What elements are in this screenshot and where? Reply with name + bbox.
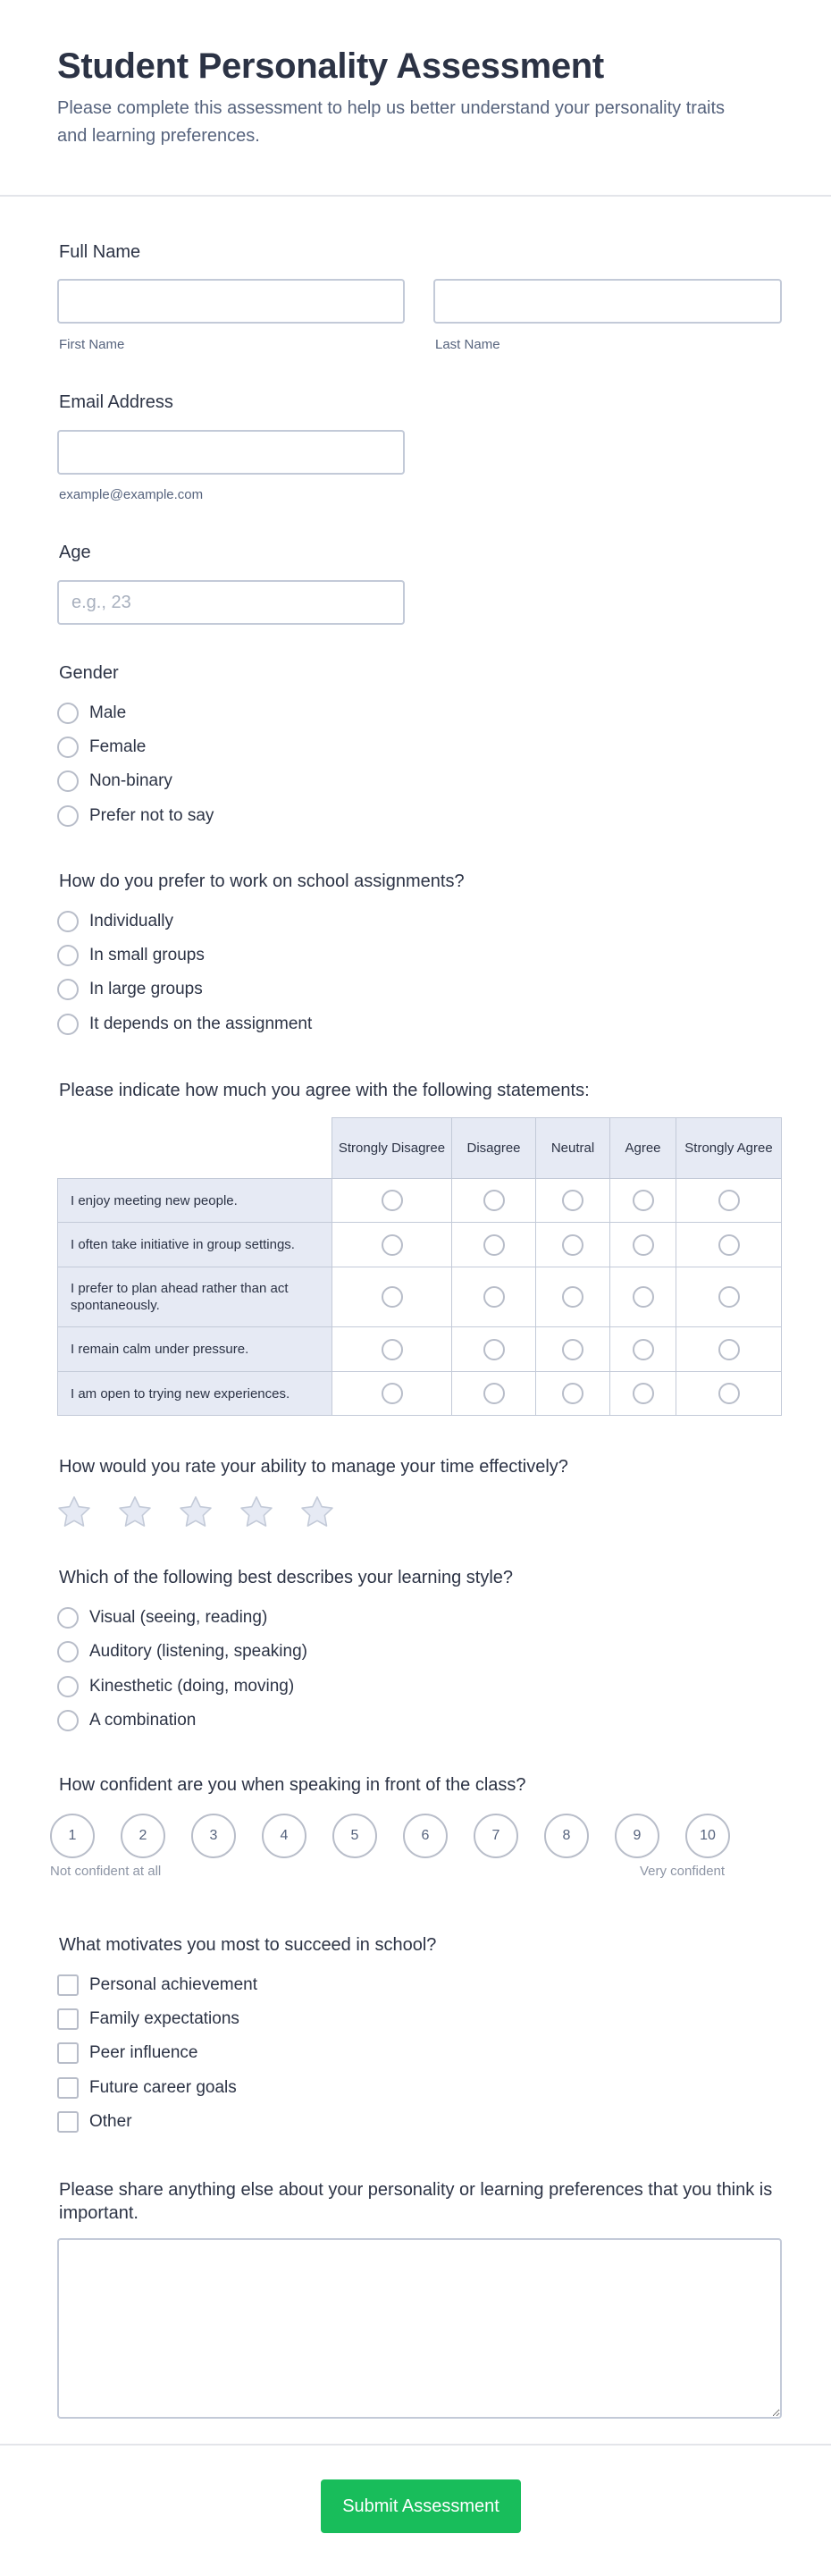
radio-button[interactable] — [483, 1383, 505, 1404]
matrix-cell[interactable] — [535, 1371, 610, 1416]
option-label: Kinesthetic (doing, moving) — [89, 1677, 295, 1696]
radio-button[interactable] — [562, 1339, 583, 1360]
scale-option[interactable]: 1 — [50, 1814, 95, 1858]
option-label: Non-binary — [89, 771, 172, 790]
matrix-cell[interactable] — [676, 1267, 782, 1327]
motivation-option[interactable] — [57, 1973, 257, 1998]
matrix-cell[interactable] — [451, 1222, 536, 1267]
radio-button[interactable] — [562, 1234, 583, 1256]
radio-button[interactable] — [57, 945, 79, 966]
radio-button[interactable] — [57, 979, 79, 1000]
matrix-cell[interactable] — [451, 1178, 536, 1223]
gender-option[interactable] — [57, 735, 146, 760]
matrix-cell[interactable] — [535, 1267, 610, 1327]
checkbox[interactable] — [57, 2008, 79, 2030]
radio-button[interactable] — [57, 770, 79, 792]
last-name-input[interactable] — [433, 279, 782, 324]
radio-button[interactable] — [633, 1234, 654, 1256]
gender-option[interactable] — [57, 701, 126, 726]
matrix-cell[interactable] — [451, 1326, 536, 1372]
radio-button[interactable] — [382, 1339, 403, 1360]
option-label: Family expectations — [89, 2009, 239, 2028]
matrix-cell[interactable] — [609, 1326, 676, 1372]
matrix-row-label: I remain calm under pressure. — [57, 1326, 332, 1372]
matrix-cell[interactable] — [535, 1222, 610, 1267]
star-icon[interactable] — [298, 1494, 336, 1531]
radio-button[interactable] — [483, 1190, 505, 1211]
star-icon[interactable] — [116, 1494, 154, 1531]
option-label: Visual (seeing, reading) — [89, 1608, 268, 1627]
work-pref-option[interactable] — [57, 977, 203, 1002]
radio-button[interactable] — [57, 805, 79, 827]
option-label: Auditory (listening, speaking) — [89, 1642, 307, 1661]
matrix-cell[interactable] — [609, 1222, 676, 1267]
star-icon[interactable] — [55, 1494, 93, 1531]
email-sublabel: example@example.com — [59, 487, 204, 502]
matrix-cell[interactable] — [332, 1267, 452, 1327]
radio-button[interactable] — [57, 911, 79, 932]
gender-option[interactable] — [57, 769, 172, 794]
first-name-input[interactable] — [57, 279, 405, 324]
gender-label: Gender — [59, 663, 119, 683]
form-footer — [0, 2444, 831, 2576]
matrix-column-header: Strongly Disagree — [332, 1117, 452, 1179]
radio-button[interactable] — [57, 1014, 79, 1035]
option-label: Male — [89, 703, 127, 722]
learning-style-option[interactable] — [57, 1605, 267, 1630]
radio-button[interactable] — [57, 703, 79, 724]
age-input[interactable] — [57, 580, 405, 625]
matrix-row-label: I often take initiative in group settings. — [57, 1222, 332, 1267]
work-pref-label: How do you prefer to work on school assignments? — [59, 871, 465, 891]
matrix-column-header: Strongly Agree — [676, 1117, 782, 1179]
motivation-label: What motivates you most to succeed in school? — [59, 1935, 437, 1955]
checkbox[interactable] — [57, 2042, 79, 2064]
radio-button[interactable] — [633, 1339, 654, 1360]
matrix-row-label: I enjoy meeting new people. — [57, 1178, 332, 1223]
matrix-cell[interactable] — [676, 1326, 782, 1372]
comments-textarea[interactable] — [57, 2238, 782, 2419]
matrix-cell[interactable] — [535, 1178, 610, 1223]
radio-button[interactable] — [483, 1234, 505, 1256]
learning-style-option[interactable] — [57, 1708, 196, 1733]
scale-option[interactable]: 2 — [121, 1814, 165, 1858]
option-label: Prefer not to say — [89, 806, 214, 825]
matrix-cell[interactable] — [332, 1371, 452, 1416]
option-label: Individually — [89, 912, 173, 930]
comments-label: Please share anything else about your personality or learning preferences that you think is important. — [59, 2180, 773, 2223]
scale-option[interactable]: 8 — [544, 1814, 589, 1858]
matrix-cell[interactable] — [451, 1371, 536, 1416]
radio-button[interactable] — [57, 1710, 79, 1731]
learning-style-option[interactable] — [57, 1639, 307, 1664]
matrix-row-label: I am open to trying new experiences. — [57, 1371, 332, 1416]
radio-button[interactable] — [633, 1286, 654, 1308]
last-name-sublabel: Last Name — [435, 337, 500, 352]
work-pref-option[interactable] — [57, 909, 173, 934]
form-header — [0, 0, 831, 197]
radio-button[interactable] — [483, 1286, 505, 1308]
scale-option[interactable]: 10 — [685, 1814, 730, 1858]
work-pref-option[interactable] — [57, 943, 205, 968]
checkbox[interactable] — [57, 2111, 79, 2133]
matrix-column-header: Disagree — [451, 1117, 536, 1179]
matrix-cell[interactable] — [676, 1178, 782, 1223]
learning-style-option[interactable] — [57, 1674, 294, 1699]
radio-button[interactable] — [718, 1383, 740, 1404]
radio-button[interactable] — [633, 1383, 654, 1404]
radio-button[interactable] — [483, 1339, 505, 1360]
checkbox[interactable] — [57, 2077, 79, 2099]
checkbox[interactable] — [57, 1974, 79, 1996]
first-name-sublabel: First Name — [59, 337, 125, 352]
matrix-cell[interactable] — [332, 1326, 452, 1372]
option-label: In small groups — [89, 946, 205, 964]
matrix-cell[interactable] — [609, 1267, 676, 1327]
radio-button[interactable] — [57, 1607, 79, 1629]
radio-button[interactable] — [382, 1234, 403, 1256]
confidence-label: How confident are you when speaking in front of the class? — [59, 1775, 526, 1795]
radio-button[interactable] — [382, 1286, 403, 1308]
matrix-cell[interactable] — [535, 1326, 610, 1372]
radio-button[interactable] — [562, 1190, 583, 1211]
matrix-column-header: Neutral — [535, 1117, 610, 1179]
matrix-cell[interactable] — [609, 1371, 676, 1416]
star-icon[interactable] — [177, 1494, 214, 1531]
time-rating-label: How would you rate your ability to manage your time effectively? — [59, 1457, 568, 1477]
matrix-cell[interactable] — [332, 1178, 452, 1223]
radio-button[interactable] — [57, 1676, 79, 1697]
radio-button[interactable] — [57, 737, 79, 758]
matrix-cell[interactable] — [676, 1371, 782, 1416]
full-name-label: Full Name — [59, 242, 141, 262]
matrix-column-header: Agree — [609, 1117, 676, 1179]
matrix-cell[interactable] — [609, 1178, 676, 1223]
option-label: It depends on the assignment — [89, 1014, 313, 1033]
matrix-cell[interactable] — [451, 1267, 536, 1327]
star-icon[interactable] — [238, 1494, 275, 1531]
email-input[interactable] — [57, 430, 405, 475]
radio-button[interactable] — [718, 1286, 740, 1308]
motivation-option[interactable] — [57, 2041, 197, 2066]
email-label: Email Address — [59, 392, 173, 412]
motivation-option[interactable] — [57, 2007, 239, 2032]
option-label: Other — [89, 2112, 132, 2131]
submit-button[interactable]: Submit Assessment — [321, 2479, 521, 2533]
matrix-cell[interactable] — [332, 1222, 452, 1267]
motivation-option[interactable] — [57, 2075, 237, 2100]
radio-button[interactable] — [718, 1234, 740, 1256]
radio-button[interactable] — [718, 1190, 740, 1211]
page-title: Student Personality Assessment — [57, 46, 604, 86]
gender-option[interactable] — [57, 804, 214, 829]
radio-button[interactable] — [562, 1383, 583, 1404]
matrix-label: Please indicate how much you agree with the following statements: — [59, 1081, 590, 1100]
radio-button[interactable] — [382, 1190, 403, 1211]
radio-button[interactable] — [633, 1190, 654, 1211]
radio-button[interactable] — [382, 1383, 403, 1404]
scale-option[interactable]: 9 — [615, 1814, 659, 1858]
work-pref-option[interactable] — [57, 1012, 312, 1037]
option-label: Peer influence — [89, 2043, 198, 2062]
age-label: Age — [59, 543, 91, 562]
radio-button[interactable] — [718, 1339, 740, 1360]
option-label: Future career goals — [89, 2078, 237, 2097]
scale-option[interactable]: 7 — [474, 1814, 518, 1858]
motivation-option[interactable] — [57, 2109, 132, 2134]
option-label: A combination — [89, 1711, 197, 1730]
page-subtitle: Please complete this assessment to help us better understand your personality traits and learning preferences. — [57, 98, 726, 146]
scale-low-label: Not confident at all — [50, 1864, 162, 1879]
scale-option[interactable]: 6 — [403, 1814, 448, 1858]
learning-style-label: Which of the following best describes your learning style? — [59, 1568, 514, 1587]
scale-option[interactable]: 4 — [262, 1814, 306, 1858]
scale-high-label: Very confident — [640, 1864, 726, 1879]
matrix-cell[interactable] — [676, 1222, 782, 1267]
scale-option[interactable]: 3 — [191, 1814, 236, 1858]
radio-button[interactable] — [562, 1286, 583, 1308]
matrix-row-label: I prefer to plan ahead rather than act spontaneously. — [57, 1267, 332, 1327]
scale-option[interactable]: 5 — [332, 1814, 377, 1858]
option-label: Personal achievement — [89, 1975, 257, 1994]
radio-button[interactable] — [57, 1641, 79, 1663]
option-label: Female — [89, 737, 147, 756]
option-label: In large groups — [89, 980, 203, 998]
